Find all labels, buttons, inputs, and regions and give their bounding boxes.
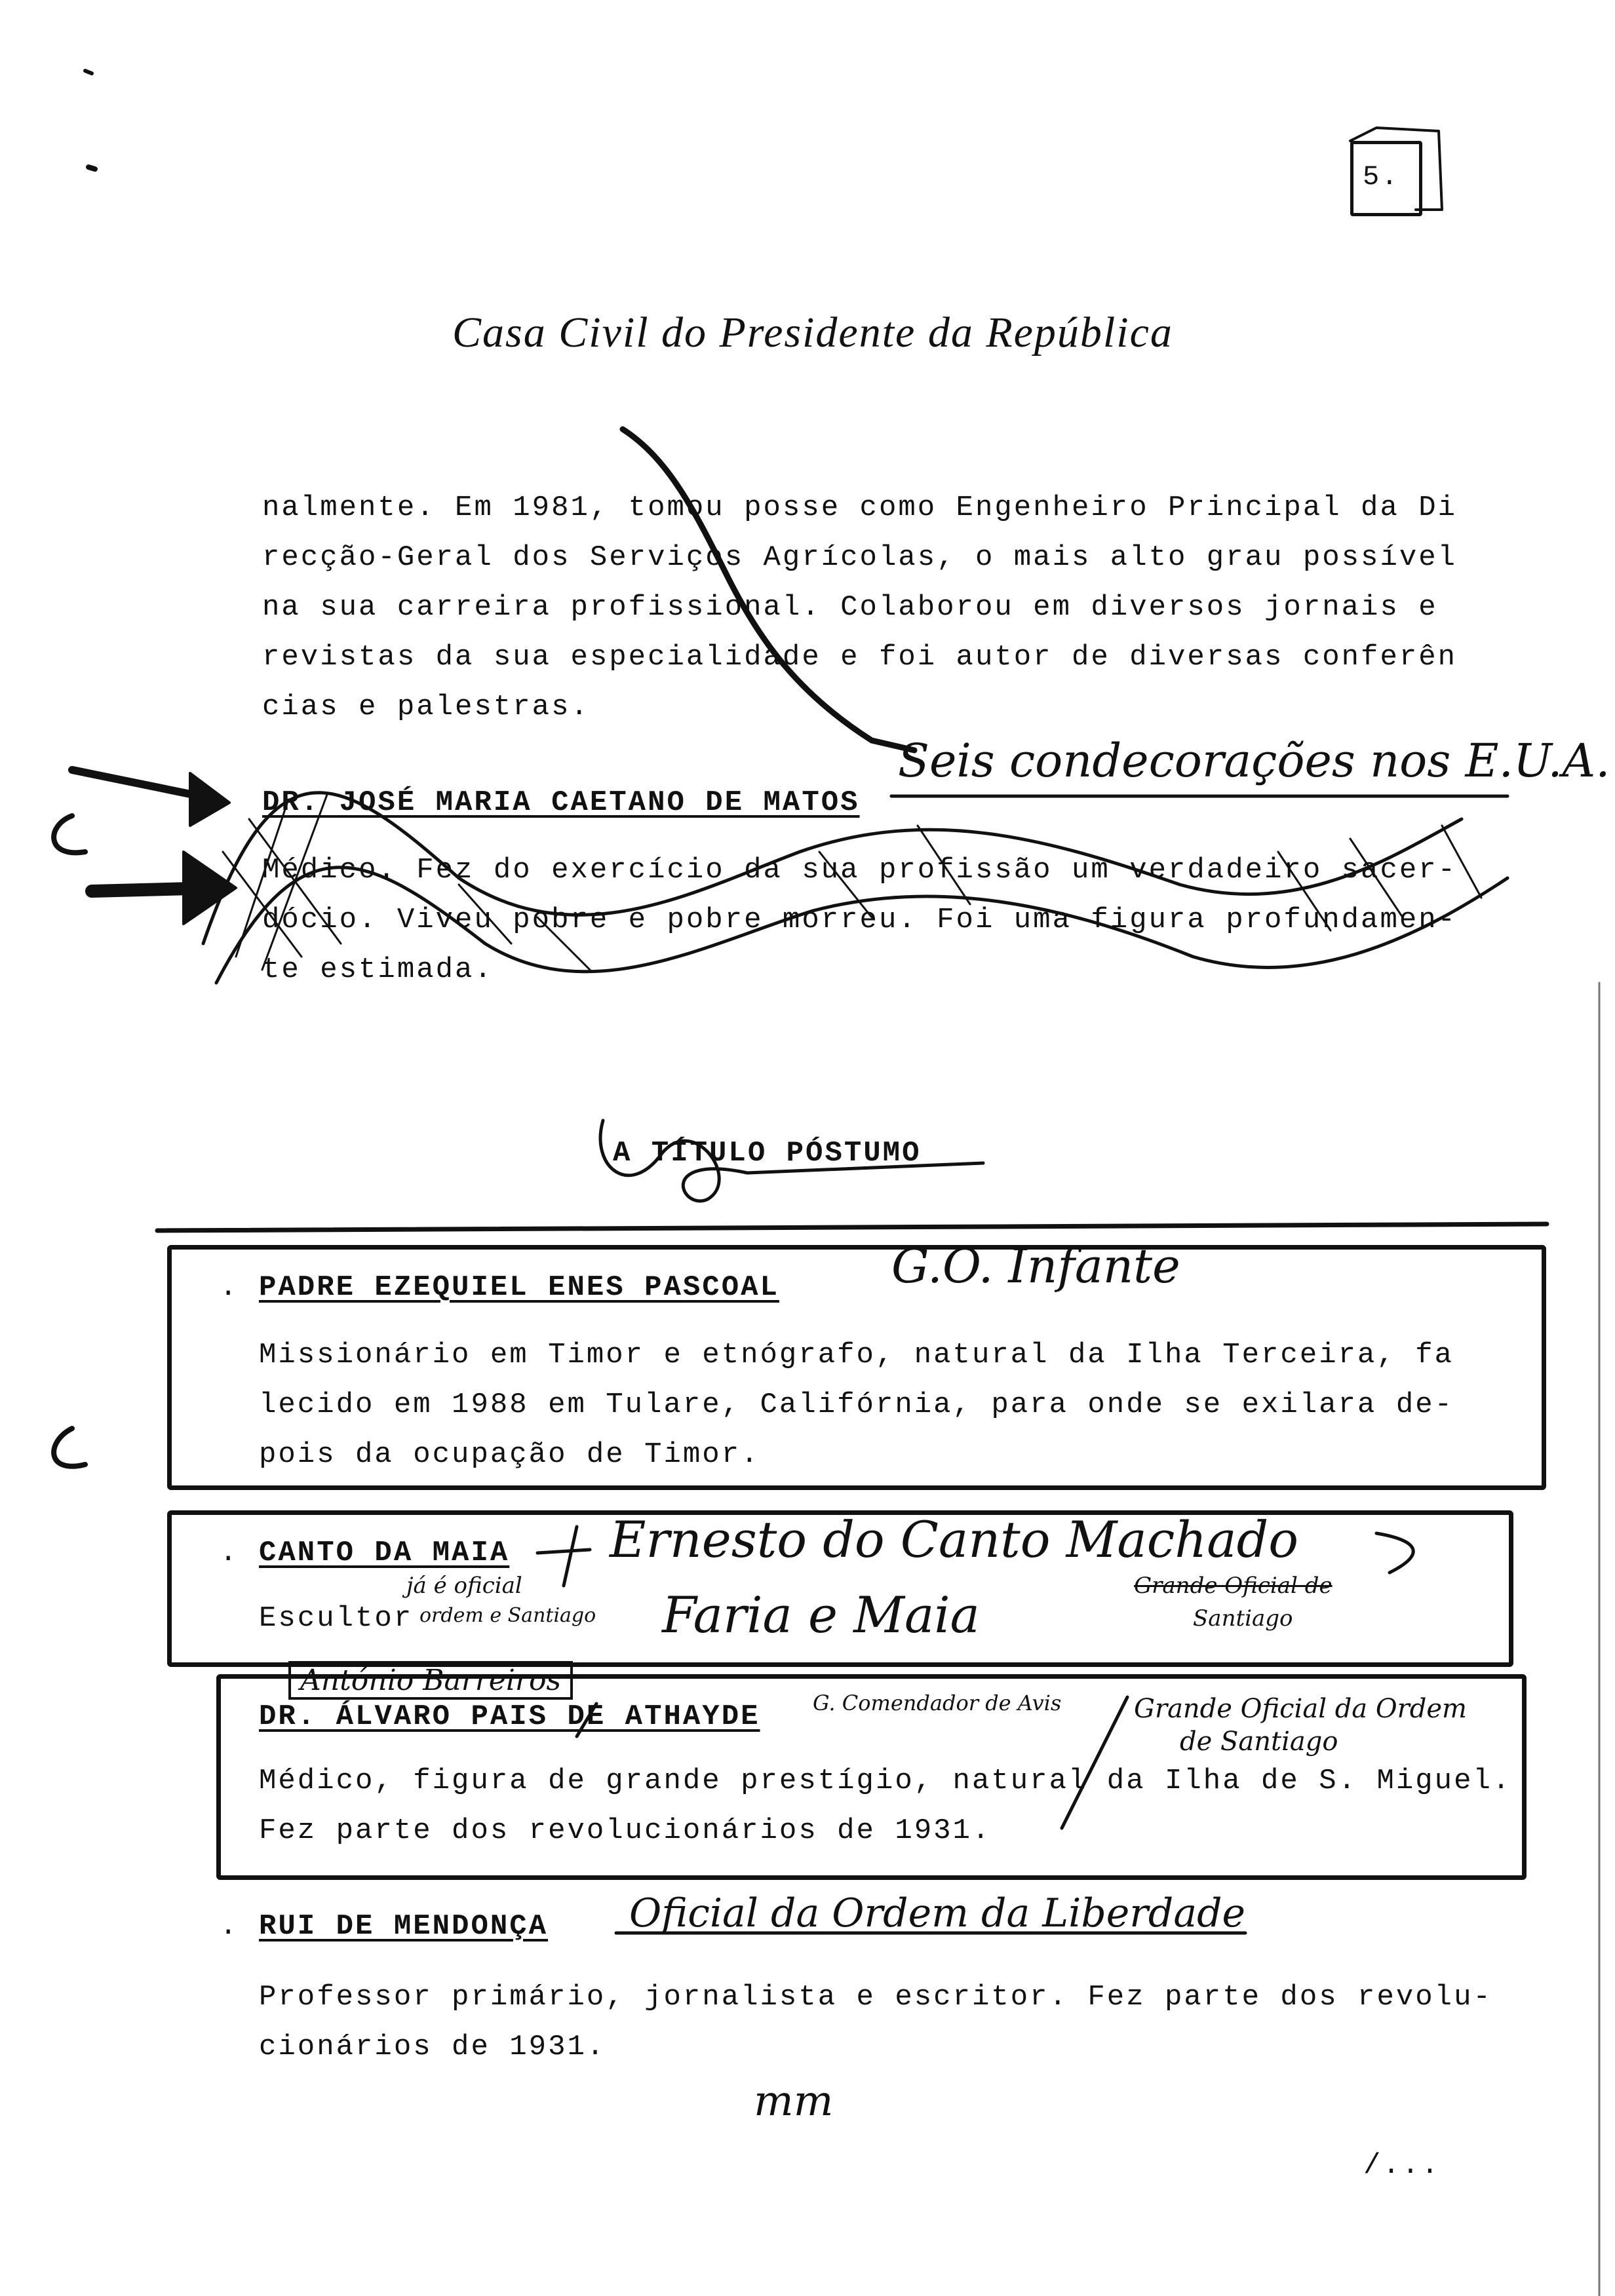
annotation-alvaro-small: G. Comendador de Avis [813, 1691, 1062, 1715]
page-number: 5. [1363, 161, 1400, 193]
margin-hook [54, 816, 85, 852]
intro-paragraph [262, 483, 1457, 732]
description-line: Missionário em Timor e etnógrafo, natural da Ilha Terceira, fa [259, 1339, 1454, 1371]
description-line: te estimada. [262, 953, 494, 986]
bullet: . [220, 1537, 239, 1569]
arrow-2-head [184, 852, 236, 924]
arrow-1-head [190, 773, 229, 826]
margin-hook [54, 1428, 85, 1466]
initials: mm [754, 2077, 834, 2126]
description-line: pois da ocupação de Timor. [259, 1438, 760, 1471]
entry-description-rui [259, 1972, 1492, 2072]
description-line: dócio. Viveu pobre e pobre morreu. Foi uma figura profundamen- [262, 904, 1458, 936]
entry-name-canto: CANTO DA MAIA [259, 1537, 510, 1569]
annotation-alvaro-2: de Santiago [1180, 1727, 1338, 1757]
description-line: Médico, figura de grande prestígio, natural da Ilha de S. Miguel. [259, 1765, 1512, 1797]
section-title: A TÍTULO PÓSTUMO [613, 1137, 922, 1170]
description-line: Fez parte dos revolucionários de 1931. [259, 1814, 992, 1847]
paragraph-line: recção-Geral dos Serviços Agrícolas, o mais alto grau possível [262, 541, 1458, 574]
continuation-mark: /... [1363, 2149, 1441, 2182]
annotation-alvaro-top: António Barreiros [288, 1661, 573, 1700]
entry-description-alvaro [259, 1756, 1511, 1856]
entry-name-alvaro: DR. ÁLVARO PAIS DE ATHAYDE [259, 1700, 760, 1733]
entry-name-jose: DR. JOSÉ MARIA CAETANO DE MATOS [262, 786, 860, 819]
entry-name-rui: RUI DE MENDONÇA [259, 1910, 549, 1943]
margin-dot [85, 71, 92, 73]
description-line: cionários de 1931. [259, 2031, 606, 2063]
letterhead: Casa Civil do Presidente da República [452, 309, 1173, 356]
paragraph-line: na sua carreira profissional. Colaborou em diversos jornais e [262, 591, 1438, 624]
paragraph-line: cias e palestras. [262, 691, 590, 723]
annotation-canto-small-2: ordem e Santiago [419, 1604, 596, 1627]
description-line: Professor primário, jornalista e escritor. Fez parte dos revolu- [259, 1981, 1492, 2014]
bullet: . [220, 1910, 239, 1943]
description-line: Médico. Fez do exercício da sua profissão um verdadeiro sacer- [262, 854, 1458, 887]
bullet: . [220, 1271, 239, 1304]
margin-dot [88, 167, 95, 169]
annotation-canto-2: Faria e Maia [662, 1586, 980, 1644]
annotation-canto-1: Ernesto do Canto Machado [610, 1510, 1298, 1569]
arrow-2 [92, 888, 216, 891]
description-line: lecido em 1988 em Tulare, Califórnia, para onde se exilara de- [259, 1388, 1454, 1421]
annotation-jose: Seis condecorações nos E.U.A. [898, 734, 1610, 788]
entry-label-canto: Escultor [259, 1602, 414, 1635]
entry-description-padre [259, 1330, 1454, 1480]
arrow-1 [72, 770, 216, 799]
annotation-canto-side-1: Grande Oficial de [1134, 1573, 1333, 1599]
annotation-rui: Oficial da Ordem da Liberdade [629, 1890, 1246, 1936]
paragraph-line: nalmente. Em 1981, tomou posse como Engenheiro Principal da Di [262, 491, 1458, 524]
entry-name-padre: PADRE EZEQUIEL ENES PASCOAL [259, 1271, 779, 1304]
page-number-stamp [1350, 141, 1422, 216]
entry-description-jose [262, 845, 1457, 995]
annotation-canto-side-2: Santiago [1193, 1605, 1293, 1632]
paragraph-line: revistas da sua especialidade e foi autor de diversas conferên [262, 641, 1458, 674]
annotation-padre: G.O. Infante [891, 1238, 1180, 1293]
annotation-canto-small-1: já é oficial [406, 1573, 522, 1599]
rule-line [157, 1224, 1547, 1231]
annotation-alvaro-1: Grande Oficial da Ordem [1134, 1694, 1467, 1724]
